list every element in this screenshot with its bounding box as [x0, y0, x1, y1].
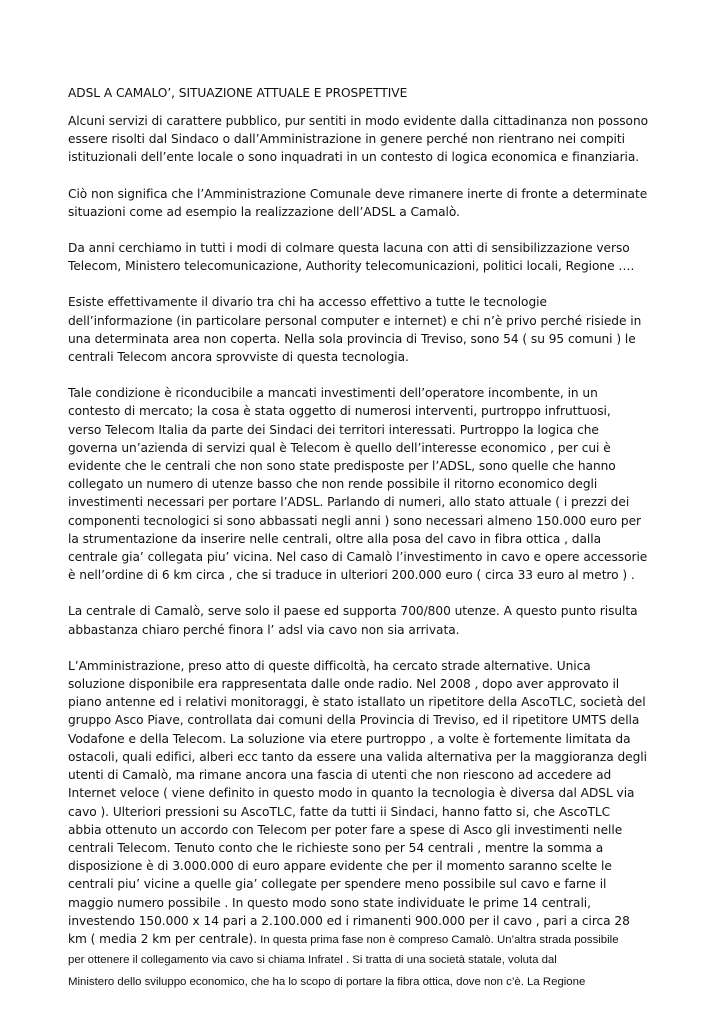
text-line-mixed: [68, 930, 658, 949]
text-line-small: Ministero dello sviluppo economico, che ha lo scopo di portare la fibra ottica, dove non c’è. La Regione: [68, 976, 586, 989]
text-line: investimenti necessari per portare l’ADSL. Parlando di numeri, allo stato attuale ( i prezzi dei: [68, 495, 630, 510]
text-line: evidente che le centrali che non sono state predisposte per l’ADSL, sono quelle che hanno: [68, 459, 616, 474]
text-line: Telecom, Ministero telecomunicazione, Authority telecomunicazioni, politici locali, Regione ….: [68, 259, 635, 274]
paragraph-2: [68, 185, 658, 221]
text-line: disposizione è di 3.000.000 di euro appare evidente che per il momento saranno scelte le: [68, 859, 612, 874]
text-line: abbia ottenuto un accordo con Telecom per poter fare a spese di Asco gli investimenti nelle: [68, 822, 623, 837]
text-line: verso Telecom Italia da parte dei Sindaci dei territori interessati. Purtroppo la logica che: [68, 422, 599, 437]
text-line: centrali Telecom. Tenuto conto che le richieste sono per 54 centrali , mentre la somma a: [68, 840, 604, 855]
text-line: Da anni cerchiamo in tutti i modi di colmare questa lacuna con atti di sensibilizzazione verso: [68, 241, 630, 256]
text-line: Internet veloce ( viene definito in questo modo in quanto la tecnologia è diversa dal ADSL via: [68, 786, 635, 801]
text-line: Alcuni servizi di carattere pubblico, pur sentiti in modo evidente dalla cittadinanza non possono: [68, 114, 649, 128]
text-line: governa un’azienda di servizi qual è Telecom è quello dell’interesse economico , per cui è: [68, 440, 611, 455]
text-line: maggio numero possibile . In questo modo sono state individuate le prime 14 centrali,: [68, 895, 591, 910]
text-line: cavo ). Ulteriori pressioni su AscoTLC, fatte da tutti ii Sindaci, hanno fatto si, che AscoTLC: [68, 804, 611, 819]
text-line: Tale condizione è riconducibile a mancati investimenti dell’operatore incombente, in un: [68, 386, 598, 401]
paragraph-6: [68, 602, 658, 638]
text-line: centrale gia’ collegata piu’ vicina. Nel caso di Camalò l’investimento in cavo e opere accessorie: [68, 550, 648, 565]
text-line: collegato un numero di utenze basso che non rende possibile il ritorno economico degli: [68, 477, 598, 492]
text-line: Vodafone e della Telecom. La soluzione via etere purtroppo , a volte è fortemente limitata da: [68, 731, 631, 746]
paragraph-3: [68, 239, 658, 275]
text-segment: km ( media 2 km per centrale).: [68, 931, 258, 946]
paragraph-7: [68, 657, 658, 993]
text-line: la strumentazione da inserire nelle centrali, oltre alla posa del cavo in fibra ottica , dalla: [68, 531, 601, 546]
text-line: una determinata area non coperta. Nella sola provincia di Treviso, sono 54 ( su 95 comuni ) le: [68, 331, 636, 346]
text-line: è nell’ordine di 6 km circa , che si traduce in ulteriori 200.000 euro ( circa 33 euro al metro ) .: [68, 568, 635, 583]
text-line: gruppo Asco Piave, controllata dai comuni della Provincia di Treviso, ed il ripetitore UMTS della: [68, 713, 640, 728]
text-line: piano antenne ed i relativi monitoraggi, è stato istallato un ripetitore della AscoTLC, società del: [68, 695, 646, 710]
text-line: abbastanza chiaro perché finora l’ adsl via cavo non sia arrivata.: [68, 622, 460, 637]
text-line: essere risolti dal Sindaco o dall’Amministrazione in genere perché non rientrano nei compiti: [68, 132, 625, 147]
text-segment-small: In questa prima fase non è compreso Camalò. Un’altra strada possibile: [257, 933, 619, 946]
text-line: istituzionali dell’ente locale o sono inquadrati in un contesto di logica economica e finanziaria.: [68, 150, 640, 165]
text-line: Ciò non significa che l’Amministrazione Comunale deve rimanere inerte di fronte a determinate: [68, 186, 648, 201]
document-title: ADSL A CAMALO’, SITUAZIONE ATTUALE E PROSPETTIVE: [68, 86, 408, 100]
text-line: soluzione disponibile era rappresentata dalle onde radio. Nel 2008 , dopo aver approvato il: [68, 677, 620, 692]
text-line: Esiste effettivamente il divario tra chi ha accesso effettivo a tutte le tecnologie: [68, 295, 547, 310]
text-line: centrali piu’ vicine a quelle gia’ collegate per spendere meno possibile sul cavo e farne il: [68, 877, 607, 892]
document-body: [68, 84, 658, 1011]
paragraph-1: [68, 112, 658, 167]
text-line: investendo 150.000 x 14 pari a 2.100.000 ed i rimanenti 900.000 per il cavo , pari a circa 28: [68, 913, 630, 928]
text-line: componenti tecnologici si sono abbassati negli anni ) sono necessari almeno 150.000 euro per: [68, 513, 642, 528]
text-line: centrali Telecom ancora sprovviste di questa tecnologia.: [68, 350, 409, 365]
text-line: situazioni come ad esempio la realizzazione dell’ADSL a Camalò.: [68, 204, 460, 219]
text-line: La centrale di Camalò, serve solo il paese ed supporta 700/800 utenze. A questo punto risulta: [68, 604, 638, 619]
text-line: contesto di mercato; la cosa è stata oggetto di numerosi interventi, purtroppo infruttuosi,: [68, 404, 611, 419]
text-line: dell’informazione (in particolare personal computer e internet) e chi n’è privo perché risiede in: [68, 313, 642, 328]
text-line: L’Amministrazione, preso atto di queste difficoltà, ha cercato strade alternative. Unica: [68, 658, 591, 673]
paragraph-4: [68, 293, 658, 366]
text-line: ostacoli, quali edifici, alberi ecc tanto da essere una valida alternativa per la maggioranza degli: [68, 749, 647, 764]
text-line-small: per ottenere il collegamento via cavo si chiama Infratel . Si tratta di una società statale, voluta dal: [68, 954, 557, 967]
text-line: utenti di Camalò, ma rimane ancora una fascia di utenti che non riescono ad accedere ad: [68, 768, 612, 783]
paragraph-5: [68, 384, 658, 584]
